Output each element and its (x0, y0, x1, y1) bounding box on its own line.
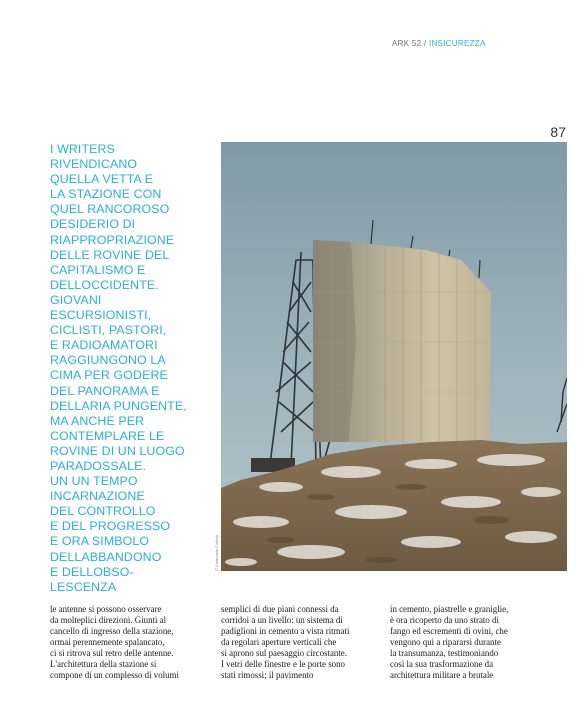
pull-quote-line: E DEL PROGRESSO (50, 519, 171, 534)
pull-quote-line: CAPITALISMO E (50, 262, 146, 277)
pull-quote-line: RAGGIUNGONO LA (50, 353, 166, 368)
pull-quote-line: DEL PANORAMA E (50, 383, 160, 398)
section-label: INSICUREZZA (428, 39, 486, 48)
pull-quote-line: QUEL RANCOROSO (50, 202, 170, 217)
issue-label: ARK 52 (392, 39, 422, 48)
body-text-line: si aprono sul paesaggio circostante. (221, 648, 347, 658)
pull-quote-line: DESIDERIO DI (50, 217, 136, 232)
pull-quote-line: LESCENZA (50, 579, 117, 594)
body-text-line: stati rimossi; il pavimento (221, 670, 314, 680)
pull-quote-line: DELLABBANDONO (50, 549, 162, 564)
pull-quote-line: ROVINE DI UN LUOGO (50, 443, 185, 458)
pull-quote-line: PARADOSSALE. (50, 458, 146, 473)
pull-quote-line: E ORA SIMBOLO (50, 534, 150, 549)
pull-quote-line: QUELLA VETTA E (50, 172, 154, 187)
body-text-line: ormai perennemente spalancato, (50, 637, 165, 647)
pull-quote-line: E DELLOBSO- (50, 564, 134, 579)
body-text-line: compone di un complesso di volumi (50, 670, 179, 680)
body-text-line: la transumanza, testimoniando (390, 648, 499, 658)
body-text-line: architettura militare a brutale (390, 670, 494, 680)
body-text-line: semplici di due piani connessi da (221, 604, 339, 614)
pull-quote-line: I WRITERS (50, 142, 115, 156)
pull-quote-line: E RADIOAMATORI (50, 338, 158, 353)
body-column-1 (50, 604, 210, 681)
antenna-photo (221, 142, 567, 571)
body-text-line: vengono qui a ripararsi durante (390, 637, 501, 647)
body-text-line: fango ed escrementi di ovini, che (390, 626, 508, 636)
pull-quote-line: DEL CONTROLLO (50, 504, 156, 519)
body-column-2 (221, 604, 381, 681)
pull-quote-line: UN UN TEMPO (50, 474, 138, 489)
body-column-3 (390, 604, 550, 681)
pull-quote-line: CICLISTI, PASTORI, (50, 323, 167, 338)
pull-quote (50, 142, 216, 595)
pull-quote-line: CONTEMPLARE LE (50, 428, 165, 443)
pull-quote-line: MA ANCHE PER (50, 413, 145, 428)
pull-quote-line: RIAPPROPRIAZIONE (50, 232, 175, 247)
body-text-line: padiglioni in cemento a vista ritmati (221, 626, 350, 636)
pull-quote-line: DELLARIA PUNGENTE, (50, 398, 187, 413)
pull-quote-line: GIOVANI (50, 292, 102, 307)
photo-credit: © Emanuele Coltorti (214, 535, 219, 571)
pull-quote-line: LA STAZIONE CON (50, 187, 162, 202)
pull-quote-line: DELLE ROVINE DEL (50, 247, 170, 262)
pull-quote-line: RIVENDICANO (50, 157, 138, 172)
pull-quote-line: INCARNAZIONE (50, 489, 145, 504)
pull-quote-line: CIMA PER GODERE (50, 368, 168, 383)
body-text-line: da molteplici direzioni. Giunti al (50, 615, 167, 625)
page-number: 87 (550, 124, 566, 140)
body-text-line: così la sua trasformazione da (390, 659, 494, 669)
running-header (392, 39, 486, 48)
pull-quote-line: ESCURSIONISTI, (50, 308, 152, 323)
body-text-line: cancello di ingresso della stazione, (50, 626, 174, 636)
body-text-line: le antenne si possono osservare (50, 604, 162, 614)
body-text-line: ci si ritrova sul retro delle antenne. (50, 648, 174, 658)
header-separator: / (423, 39, 427, 48)
body-text-line: L'architettura della stazione si (50, 659, 157, 669)
body-text-line: da regolari aperture verticali che (221, 637, 337, 647)
body-text-line: corridoi a un livello: un sistema di (221, 615, 343, 625)
body-text-line: I vetri delle finestre e le porte sono (221, 659, 345, 669)
body-text-line: in cemento, piastrelle e graniglie, (390, 604, 509, 614)
body-text-line: è ora ricoperto da uno strato di (390, 615, 499, 625)
pull-quote-line: DELLOCCIDENTE. (50, 277, 159, 292)
